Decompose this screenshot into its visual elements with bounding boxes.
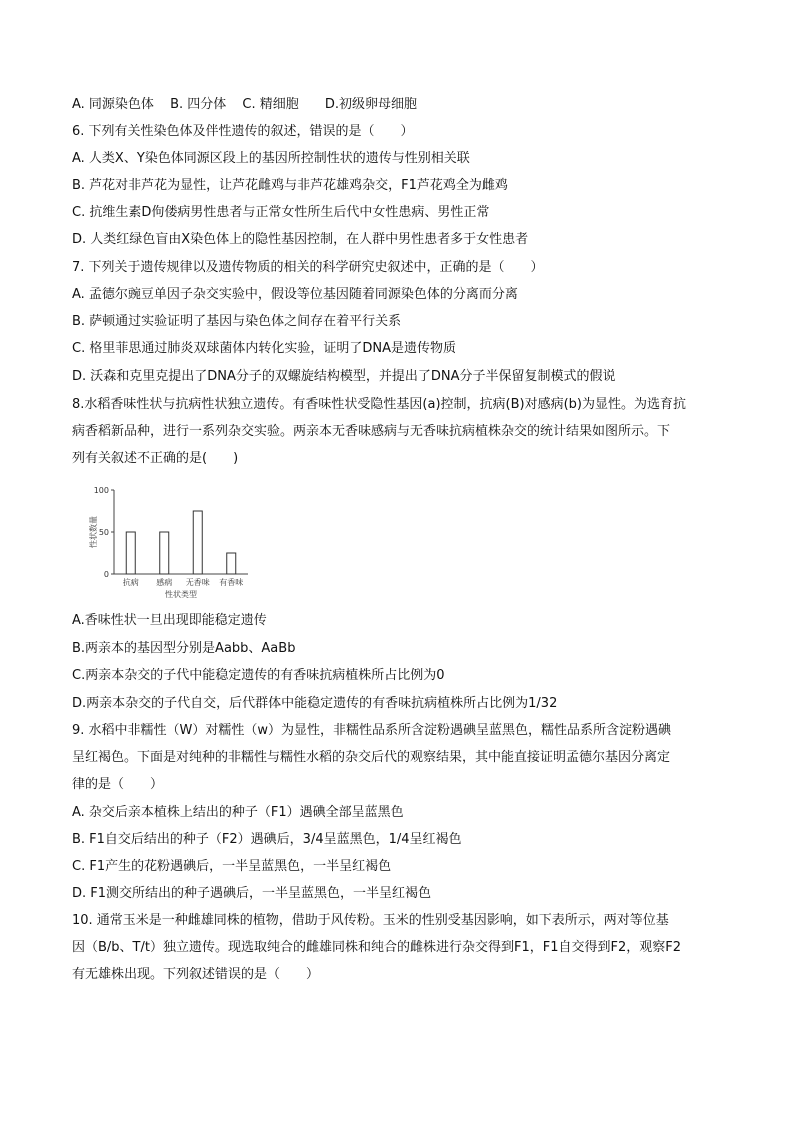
y-axis-label: 性状数量 [89, 516, 98, 548]
q10-stem-line-1: 10. 通常玉米是一种雌雄同株的植物，借助于风传粉。玉米的性别受基因影响，如下表所示，两对等位基 [72, 913, 669, 928]
q10-stem-line-2: 因（B/b、T/t）独立遗传。现选取纯合的雌雄同株和纯合的雌株进行杂交得到F1，F1自交得到F2，观察F2 [72, 940, 681, 955]
bar [126, 532, 135, 574]
bar [160, 532, 169, 574]
q5-option-a: A. 同源染色体 [72, 97, 154, 112]
q9-option-a: A. 杂交后亲本植株上结出的种子（F1）遇碘全部呈蓝黑色 [72, 805, 404, 820]
q8-option-b: B.两亲本的基因型分别是Aabb、AaBb [72, 641, 296, 656]
y-tick-label: 0 [103, 570, 109, 579]
q6-stem: 6. 下列有关性染色体及伴性遗传的叙述，错误的是（ ） [72, 124, 414, 139]
y-tick-label: 100 [93, 486, 109, 495]
q8-option-a: A.香味性状一旦出现即能稳定遗传 [72, 613, 267, 628]
q9-option-c: C. F1产生的花粉遇碘后，一半呈蓝黑色，一半呈红褐色 [72, 859, 392, 874]
q7-option-b: B. 萨顿通过实验证明了基因与染色体之间存在着平行关系 [72, 314, 402, 329]
bar [193, 511, 202, 574]
q7-option-d: D. 沃森和克里克提出了DNA分子的双螺旋结构模型，并提出了DNA分子半保留复制模式的假说 [72, 369, 616, 384]
q6-option-c: C. 抗维生素D佝偻病男性患者与正常女性所生后代中女性患病、男性正常 [72, 205, 490, 220]
q6-option-d: D. 人类红绿色盲由X染色体上的隐性基因控制，在人群中男性患者多于女性患者 [72, 232, 529, 247]
x-tick-label: 无香味 [185, 578, 210, 587]
q6-option-b: B. 芦花对非芦花为显性，让芦花雌鸡与非芦花雄鸡杂交，F1芦花鸡全为雌鸡 [72, 178, 508, 193]
x-tick-label: 抗病 [122, 578, 139, 587]
q6-option-a: A. 人类X、Y染色体同源区段上的基因所控制性状的遗传与性别相关联 [72, 151, 470, 166]
q8-option-c: C.两亲本杂交的子代中能稳定遗传的有香味抗病植株所占比例为0 [72, 668, 445, 683]
q5-option-c: C. 精细胞 [242, 97, 299, 112]
q9-option-d: D. F1测交所结出的种子遇碘后，一半呈蓝黑色，一半呈红褐色 [72, 886, 432, 901]
q5-option-b: B. 四分体 [170, 97, 227, 112]
q9-stem-line-2: 呈红褐色。下面是对纯种的非糯性与糯性水稻的杂交后代的观察结果，其中能直接证明孟德尔基因分离定 [72, 750, 671, 765]
q7-stem: 7. 下列关于遗传规律以及遗传物质的相关的科学研究史叙述中，正确的是（ ） [72, 260, 544, 275]
q7-option-a: A. 孟德尔豌豆单因子杂交实验中，假设等位基因随着同源染色体的分离而分离 [72, 287, 518, 302]
q8-stem-line-1: 8.水稻香味性状与抗病性状独立遗传。有香味性状受隐性基因(a)控制，抗病(B)对感病(b)为显性。为选育抗 [72, 397, 686, 412]
x-tick-label: 感病 [156, 578, 173, 587]
x-tick-label: 有香味 [219, 578, 244, 587]
q5-options [72, 96, 429, 114]
q5-option-d: D.初级卵母细胞 [324, 97, 418, 112]
q9-stem-line-3: 律的是（ ） [72, 777, 164, 792]
q9-option-b: B. F1自交后结出的种子（F2）遇碘后，3/4呈蓝黑色，1/4呈红褐色 [72, 832, 462, 847]
y-tick-label: 50 [98, 528, 109, 537]
q9-stem-line-1: 9. 水稻中非糯性（W）对糯性（w）为显性，非糯性品系所含淀粉遇碘呈蓝黑色，糯性品系所含淀粉遇碘 [72, 723, 672, 738]
x-axis-label: 性状类型 [165, 590, 197, 599]
q8-bar-chart [84, 478, 254, 604]
bar [227, 553, 236, 574]
q10-stem-line-3: 有无雄株出现。下列叙述错误的是（ ） [72, 967, 320, 982]
q8-option-d: D.两亲本杂交的子代自交，后代群体中能稳定遗传的有香味抗病植株所占比例为1/32 [72, 696, 558, 711]
q8-stem-line-2: 病香稻新品种，进行一系列杂交实验。两亲本无香味感病与无香味抗病植株杂交的统计结果如图所示。下 [72, 424, 671, 439]
q7-option-c: C. 格里菲思通过肺炎双球菌体内转化实验，证明了DNA是遗传物质 [72, 341, 456, 356]
q8-stem-line-3: 列有关叙述不正确的是( ) [72, 451, 239, 466]
